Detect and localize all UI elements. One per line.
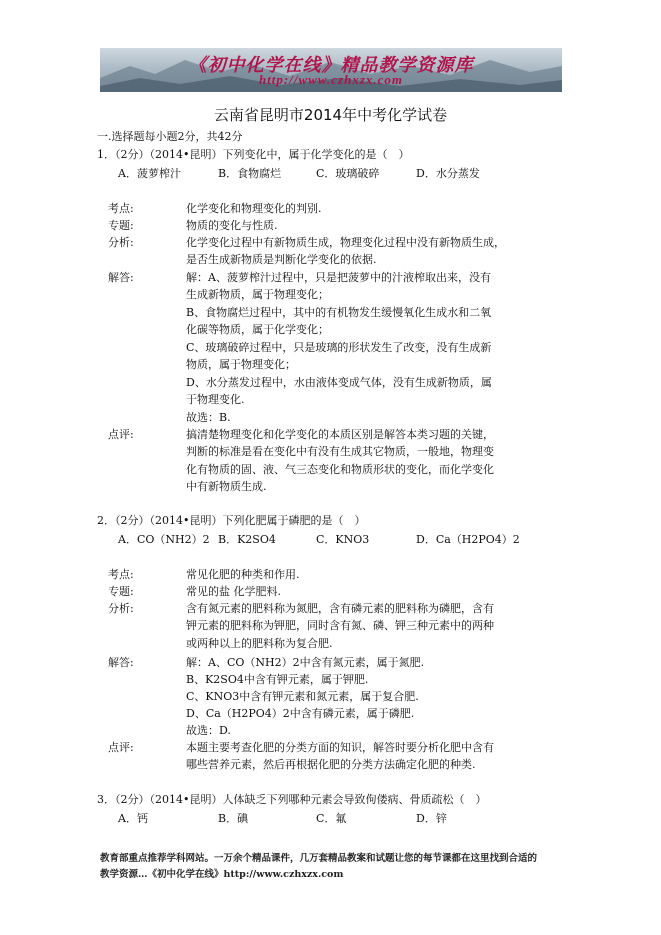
section-heading: 一.选择题每小题2分，共42分 xyxy=(97,130,243,143)
q1-dianping-line: 化有物质的固、液、气三态变化和物质形状的变化，而化学变化 xyxy=(186,463,494,476)
q1-jieda-line: D、水分蒸发过程中，水由液体变成气体，没有生成新物质，属 xyxy=(186,376,492,389)
header-banner xyxy=(100,48,562,92)
q2-jieda-line: C、KNO3中含有钾元素和氮元素，属于复合肥. xyxy=(186,690,419,703)
q2-zhuanti-label: 专题: xyxy=(108,585,134,598)
footer-line: 教学资源…《初中化学在线》http://www.czhxzx.com xyxy=(100,869,344,880)
q2-option-c: C．KNO3 xyxy=(316,533,370,546)
q1-jieda-line: 化碳等物质，属于化学变化； xyxy=(186,323,329,336)
q2-fenxi-line: 钾元素的肥料称为钾肥，同时含有氮、磷、钾三种元素中的两种 xyxy=(186,619,494,632)
q1-jieda-label: 解答: xyxy=(108,271,134,284)
q3-option-c: C．氟 xyxy=(316,812,347,825)
q1-jieda-line: 故选：B. xyxy=(186,411,231,424)
q2-dianping-line: 本题主要考查化肥的分类方面的知识，解答时要分析化肥中含有 xyxy=(186,741,494,754)
q2-option-b: B．K2SO4 xyxy=(218,533,276,546)
q1-jieda-line: 解：A、菠萝榨汁过程中，只是把菠萝中的汁液榨取出来，没有 xyxy=(186,271,491,284)
q2-fenxi-label: 分析: xyxy=(108,602,134,615)
q2-stem: 2．（2分）（2014•昆明）下列化肥属于磷肥的是（ ） xyxy=(97,514,366,527)
q1-jieda-line: 生成新物质，属于物理变化； xyxy=(186,288,329,301)
q2-zhuanti: 常见的盐 化学肥料. xyxy=(186,585,281,598)
q1-kaodian-label: 考点: xyxy=(108,202,134,215)
q1-dianping-line: 中有新物质生成. xyxy=(186,480,267,493)
q1-kaodian: 化学变化和物理变化的判别. xyxy=(186,202,322,215)
q1-jieda-line: C、玻璃破碎过程中，只是玻璃的形状发生了改变，没有生成新 xyxy=(186,341,492,354)
q1-jieda-line: B、食物腐烂过程中，其中的有机物发生缓慢氧化生成水和二氧 xyxy=(186,306,492,319)
q1-fenxi-label: 分析: xyxy=(108,236,134,249)
q1-option-d: D．水分蒸发 xyxy=(416,167,480,180)
q1-jieda-line: 于物理变化. xyxy=(186,393,245,406)
q1-stem: 1．（2分）（2014•昆明）下列变化中，属于化学变化的是（ ） xyxy=(97,148,410,161)
q1-dianping-label: 点评: xyxy=(108,428,134,441)
q1-fenxi-line: 化学变化过程中有新物质生成，物理变化过程中没有新物质生成， xyxy=(186,236,505,249)
q2-jieda-line: D、Ca（H2PO4）2中含有磷元素，属于磷肥. xyxy=(186,707,415,720)
q1-option-c: C．玻璃破碎 xyxy=(316,167,380,180)
q1-zhuanti-label: 专题: xyxy=(108,219,134,232)
q2-fenxi-line: 或两种以上的肥料称为复合肥. xyxy=(186,637,333,650)
q3-stem: 3．（2分）（2014•昆明）人体缺乏下列哪种元素会导致佝偻病、骨质疏松（ ） xyxy=(97,793,487,806)
q1-jieda-line: 物质，属于物理变化； xyxy=(186,358,296,371)
footer-line: 教育部重点推荐学科网站。一万余个精品课件，几万套精品教案和试题让您的每节课都在这里找到合适的 xyxy=(100,853,538,864)
q2-jieda-line: B、K2SO4中含有钾元素，属于钾肥. xyxy=(186,673,369,686)
q2-fenxi-line: 含有氮元素的肥料称为氮肥，含有磷元素的肥料称为磷肥，含有 xyxy=(186,602,494,615)
q1-option-b: B．食物腐烂 xyxy=(218,167,282,180)
q3-option-b: B．碘 xyxy=(218,812,249,825)
q2-jieda-line: 解：A、CO（NH2）2中含有氮元素，属于氮肥. xyxy=(186,656,425,669)
q2-jieda-line: 故选：D. xyxy=(186,724,231,737)
q1-dianping-line: 搞清楚物理变化和化学变化的本质区别是解答本类习题的关键， xyxy=(186,428,494,441)
banner-url[interactable]: http://www.czhxzx.com xyxy=(258,72,404,87)
q3-option-a: A．钙 xyxy=(118,812,148,825)
page-title: 云南省昆明市2014年中考化学试卷 xyxy=(213,106,448,124)
q2-jieda-label: 解答: xyxy=(108,656,134,669)
q2-dianping-line: 哪些营养元素，然后再根据化肥的分类方法确定化肥的种类. xyxy=(186,758,476,771)
q1-zhuanti: 物质的变化与性质. xyxy=(186,219,278,232)
q2-option-a: A．CO（NH2）2 xyxy=(118,533,210,546)
q2-kaodian-label: 考点: xyxy=(108,568,134,581)
q2-kaodian: 常见化肥的种类和作用. xyxy=(186,568,300,581)
q1-option-a: A．菠萝榨汁 xyxy=(118,167,181,180)
q2-dianping-label: 点评: xyxy=(108,741,134,754)
q3-option-d: D．锌 xyxy=(416,812,447,825)
banner-title: 《初中化学在线》精品教学资源库 xyxy=(188,55,474,76)
q2-option-d: D．Ca（H2PO4）2 xyxy=(416,533,520,546)
q1-dianping-line: 判断的标准是看在变化中有没有生成其它物质，一般地，物理变 xyxy=(186,445,494,458)
q1-fenxi-line: 是否生成新物质是判断化学变化的依据. xyxy=(186,253,377,266)
